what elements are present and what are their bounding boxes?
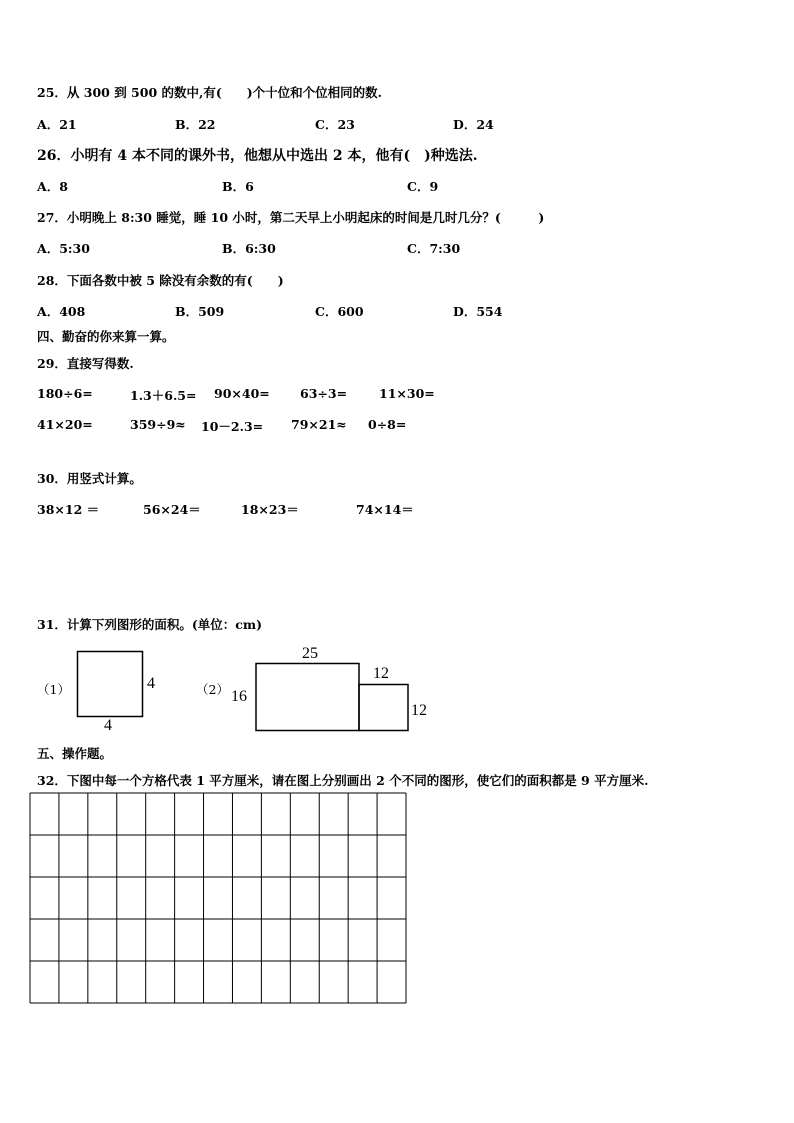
q31-fig2-top-small-length: 12 — [373, 665, 389, 682]
section-five-title: 五、操作题。 — [37, 746, 113, 761]
q28-option-a: A．408 — [37, 304, 86, 319]
q27-option-b: B．6:30 — [222, 241, 276, 256]
q25-option-a: A．21 — [37, 117, 77, 132]
q31-fig1-label: （1） — [37, 682, 70, 697]
q29-stem: 29．直接写得数. — [37, 356, 134, 371]
q28-stem: 28．下面各数中被 5 除没有余数的有( ) — [37, 273, 284, 288]
q27-option-c: C．7:30 — [407, 241, 461, 256]
q29-r2-c5: 0÷8= — [368, 417, 407, 432]
q29-r1-c5: 11×30= — [379, 386, 435, 401]
q32-stem: 32．下图中每一个方格代表 1 平方厘米，请在图上分别画出 2 个不同的图形，使它们的面积都是 9 平方厘米. — [37, 773, 649, 788]
q29-r1-c3: 90×40= — [214, 386, 270, 401]
q31-fig2-left-length: 16 — [231, 688, 247, 705]
q31-fig2-label: （2） — [196, 682, 229, 697]
q26-stem: 26．小明有 4 本不同的课外书，他想从中选出 2 本，他有( )种选法. — [37, 148, 478, 164]
q29-r1-c4: 63÷3= — [300, 386, 348, 401]
q25-stem: 25．从 300 到 500 的数中,有( )个十位和个位相同的数. — [37, 85, 383, 100]
q31-fig1-bottom-length: 4 — [104, 717, 112, 734]
q25-option-b: B．22 — [175, 117, 216, 132]
q30-item-3: 18×23＝ — [241, 502, 299, 517]
q31-fig1-right-length: 4 — [147, 675, 155, 692]
q29-r2-c3: 10－2.3= — [201, 419, 264, 434]
q29-r1-c1: 180÷6= — [37, 386, 93, 401]
q28-option-c: C．600 — [315, 304, 364, 319]
q29-r1-c2: 1.3＋6.5= — [130, 388, 197, 403]
q31-fig2-right-small-length: 12 — [411, 702, 427, 719]
q27-stem: 27．小明晚上 8:30 睡觉，睡 10 小时，第二天早上小明起床的时间是几时几分？( ) — [37, 210, 545, 225]
q28-option-b: B．509 — [175, 304, 225, 319]
q31-fig2-top-big-length: 25 — [302, 645, 318, 662]
q30-item-4: 74×14＝ — [356, 502, 414, 517]
q26-option-c: C．9 — [407, 179, 439, 194]
q30-stem: 30．用竖式计算。 — [37, 471, 142, 486]
q30-item-2: 56×24＝ — [143, 502, 201, 517]
q25-option-c: C．23 — [315, 117, 355, 132]
q27-option-a: A．5:30 — [37, 241, 90, 256]
q29-r2-c1: 41×20= — [37, 417, 93, 432]
q26-option-a: A．8 — [37, 179, 68, 194]
q25-option-d: D．24 — [453, 117, 494, 132]
q26-option-b: B．6 — [222, 179, 254, 194]
q29-r2-c4: 79×21≈ — [291, 417, 347, 432]
section-four-title: 四、勤奋的你来算一算。 — [37, 329, 175, 344]
q29-r2-c2: 359÷9≈ — [130, 417, 186, 432]
q31-stem: 31．计算下列图形的面积。(单位：cm) — [37, 617, 263, 632]
q28-option-d: D．554 — [453, 304, 503, 319]
q30-item-1: 38×12 ＝ — [37, 502, 100, 517]
